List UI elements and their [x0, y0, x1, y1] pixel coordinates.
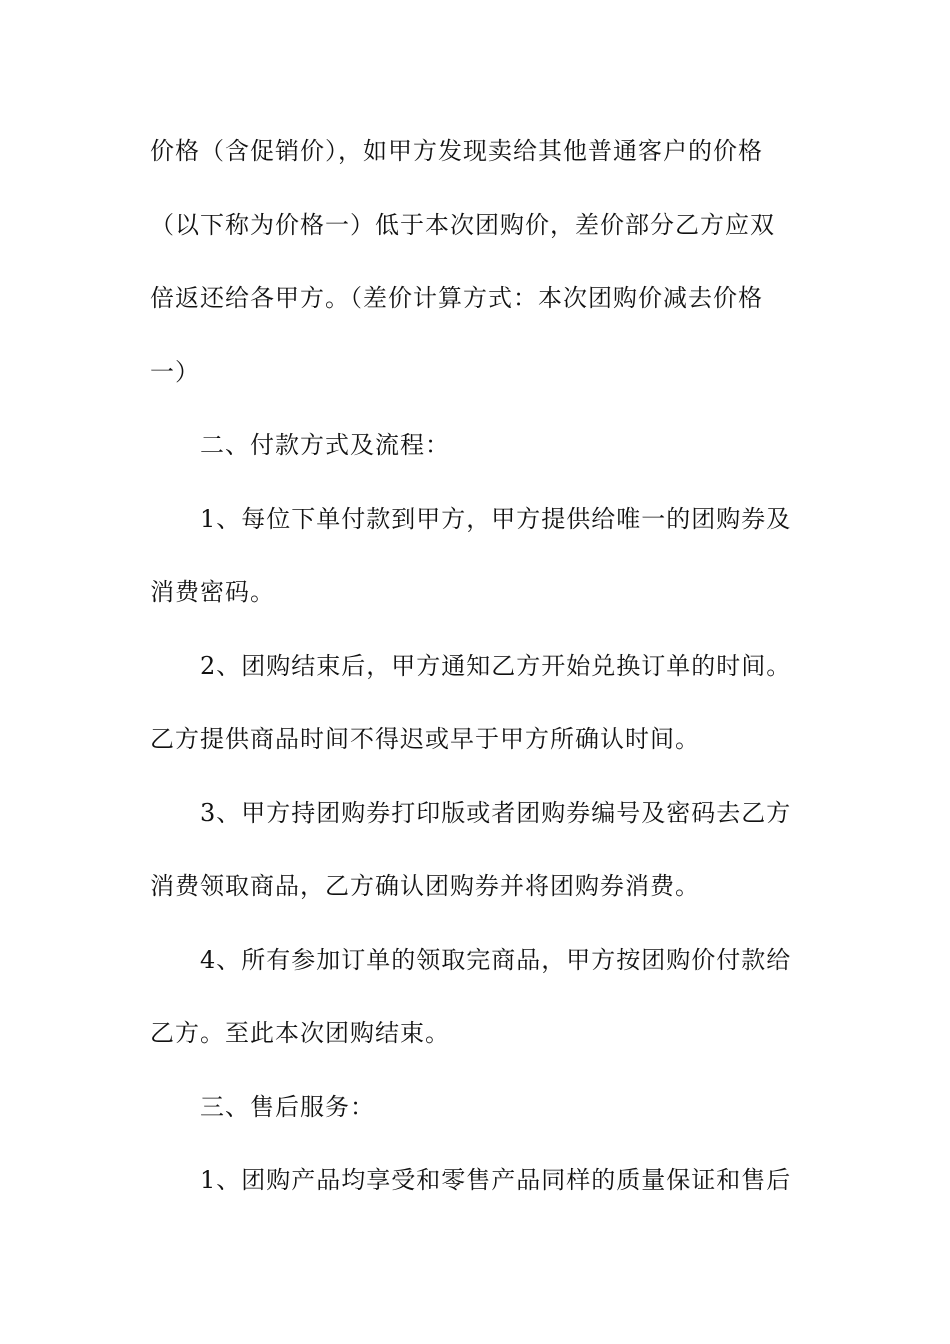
text-line: 1、团购产品均享受和零售产品同样的质量保证和售后: [200, 1166, 792, 1194]
text-line: 2、团购结束后，甲方通知乙方开始兑换订单的时间。: [200, 651, 792, 680]
text-line: 3、甲方持团购券打印版或者团购券编号及密码去乙方: [200, 798, 792, 827]
text-line: 4、所有参加订单的领取完商品，甲方按团购价付款给: [200, 945, 792, 974]
text-line: 倍返还给各甲方。（差价计算方式：本次团购价减去价格: [150, 284, 763, 312]
text-line: 价格（含促销价），如甲方发现卖给其他普通客户的价格: [150, 137, 763, 165]
text-line: 一）: [150, 357, 200, 386]
section-heading: 二、付款方式及流程：: [200, 431, 450, 459]
text-line: 1、每位下单付款到甲方，甲方提供给唯一的团购券及: [200, 504, 792, 533]
text-line: 消费密码。: [150, 578, 275, 606]
text-line: 乙方。至此本次团购结束。: [150, 1019, 450, 1047]
text-line: 乙方提供商品时间不得迟或早于甲方所确认时间。: [150, 725, 700, 753]
text-line: 消费领取商品，乙方确认团购券并将团购券消费。: [150, 872, 700, 900]
section-heading: 三、售后服务：: [200, 1092, 375, 1121]
document-body: [150, 115, 810, 1218]
text-line: （以下称为价格一）低于本次团购价，差价部分乙方应双: [150, 210, 775, 239]
